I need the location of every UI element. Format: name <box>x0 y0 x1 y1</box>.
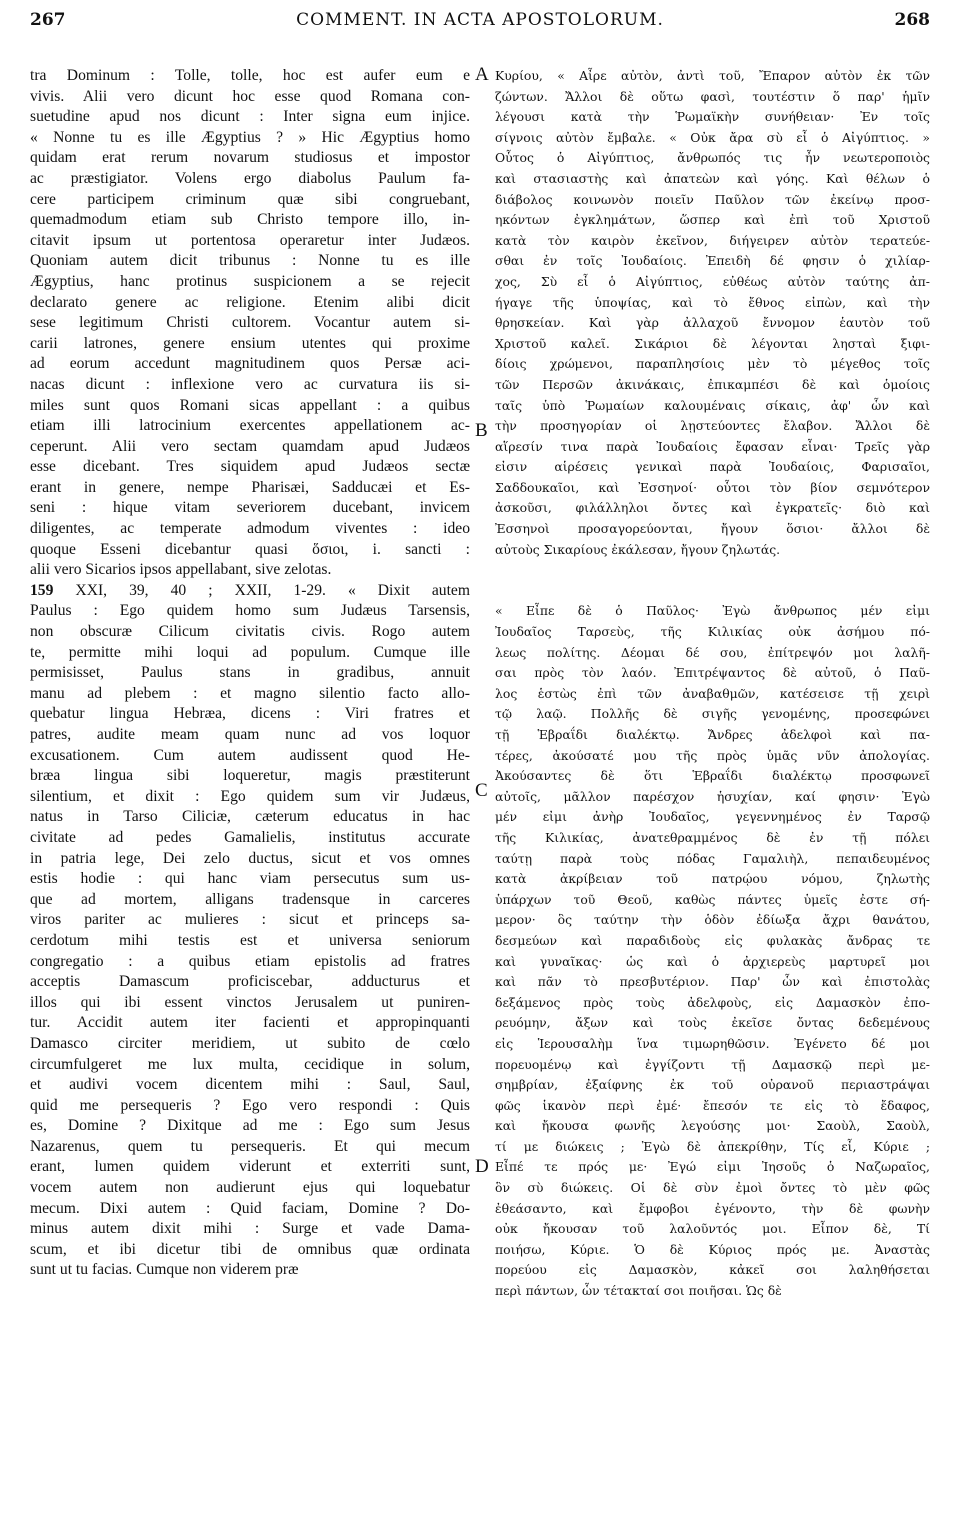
text-line: et audivi vocem dicentem mihi : Saul, Saul, <box>30 1076 470 1094</box>
text-line: es, Domine ? Dixitque ad me : Ego sum Jesus <box>30 1117 470 1135</box>
text-line: κατὰ ἀκρίβειαν τοῦ πατρῴου νόμου, ζηλωτὴς <box>495 871 930 887</box>
text-line: nacas dicunt : inflexione vero ac curvatura iis si- <box>30 375 470 393</box>
text-line: Κυρίου, « Αἶρε αὐτὸν, ἀντὶ τοῦ, Ἔπαρον αὐτὸν ἐκ τῶν <box>495 68 930 83</box>
text-line: τί με διώκεις ; Ἐγὼ δὲ ἀπεκρίθην, Τίς εἶ, Κύριε ; <box>495 1138 930 1154</box>
text-line: te, permitte mihi loqui ad populum. Cumque ille <box>30 643 470 661</box>
text-line: permisisset, Paulus stans in gradibus, annuit <box>30 664 470 682</box>
text-line: ἐθεάσαντο, καὶ ἔμφοβοι ἐγένοντο, τὴν δὲ φωνὴν <box>495 1200 930 1216</box>
text-line: τῶν Περσῶν ἀκινάκαις, ἐπικαμπέσι δὲ καὶ ὁμοίοις <box>495 376 930 392</box>
text-line: ρευόμην, ἄξων καὶ τοὺς ἐκεῖσε ὄντας δεδεμένους <box>495 1015 930 1031</box>
text-line: Damasco circiter meridiem, ut subito de cœlo <box>30 1034 470 1052</box>
text-line: ac præstigiator. Volens ergo diabolus Paulum fa- <box>30 169 470 187</box>
text-line: erant, lumen quidem viderunt et exterriti sunt, <box>30 1158 470 1176</box>
text-line: μερον· ὃς ταύτην τὴν ὁδὸν ἐδίωξα ἄχρι θανάτου, <box>495 912 930 928</box>
margin-marker-c: C <box>475 780 488 801</box>
text-line: illos qui ibi essent vinctos Jerusalem ut puniren- <box>30 993 470 1011</box>
page-header <box>30 10 930 40</box>
text-line: θρησκείαν. Καὶ γὰρ ἀλλαχοῦ ἔννομον ἑαυτὸν τοῦ <box>495 315 930 331</box>
text-line: diligentes, ac temperate admodum viventes : ideo <box>30 520 470 538</box>
text-line: πορεύου εἰς Δαμασκὸν, κἀκεῖ σοι λαληθήσεται <box>495 1262 930 1278</box>
text-line: Ἀκούσαντες δὲ ὅτι Ἑβραΐδι διαλέκτῳ προσφωνεῖ <box>495 768 930 784</box>
running-title: COMMENT. IN ACTA APOSTOLORUM. <box>296 10 664 30</box>
text-line: tra Dominum : Tolle, tolle, hoc est aufer eum e <box>30 67 470 84</box>
text-line: cere participem criminum quæ sibi congruebant, <box>30 190 470 208</box>
text-line: σημβρίαν, ἐξαίφνης ἐκ τοῦ οὐρανοῦ περιαστράψαι <box>495 1077 930 1093</box>
text-line: Paulus : Ego quidem homo sum Judæus Tarsensis, <box>30 602 470 620</box>
text-line: τέρες, ἀκούσατέ μου τῆς πρὸς ὑμᾶς νῦν ἀπολογίας. <box>495 747 930 763</box>
text-line: natus in Tarso Ciliciæ, cæterum educatus in hac <box>30 808 470 826</box>
text-line: seni : hique vitam severiorem ducebant, invicem <box>30 499 470 517</box>
text-line: δεξάμενος πρὸς τοὺς ἀδελφοὺς, εἰς Δαμασκὸν ἐπο- <box>495 994 930 1010</box>
greek-column <box>495 66 930 1302</box>
text-line: quidam erat rerum novarum studiosus et impostor <box>30 149 470 167</box>
text-line: tur. Accidit autem iter facienti et appropinquanti <box>30 1014 470 1032</box>
text-line: ήγαγε τῆς ὑποψίας, καὶ τὸ ἔθνος εἰπὼν, καὶ τὴν <box>495 294 930 310</box>
text-line: acceptis Damascum proficiscebar, adducturus et <box>30 973 470 991</box>
text-line: δίοις χρώμενοι, παραπλησίοις μὲν τὸ μέγεθος τοῖς <box>495 356 930 372</box>
text-line: sunt ut tu facias. Cumque non viderem præ <box>30 1261 299 1279</box>
text-line: καὶ γυναῖκας· ὡς καὶ ὁ ἀρχιερεὺς μαρτυρεῖ μοι <box>495 953 930 969</box>
text-line: κατὰ τὸν καιρὸν ἐκεῖνον, διήγειρεν αὐτὸν τερατεύε- <box>495 232 930 248</box>
text-line: quoque Esseni dicebantur quasi ὅσιοι, i. sancti : <box>30 540 470 558</box>
text-line: Nazarenus, quem tu persequeris. Et qui mecum <box>30 1137 470 1155</box>
section-heading-line <box>30 581 470 602</box>
text-line: σαι πρὸς τὸν λαόν. Ἐπιτρέψαντος δὲ αὐτοῦ, ὁ Παῦ- <box>495 665 930 681</box>
page-number-left: 267 <box>30 10 66 30</box>
text-line: ηκόντων ἐγκλημάτων, ὥσπερ καὶ ἐπὶ τοῦ Χριστοῦ <box>495 212 930 228</box>
text-line: τῷ λαῷ. Πολλῆς δὲ σιγῆς γενομένης, προσεφώνει <box>495 706 930 722</box>
text-line: λεως πολίτης. Δέομαι δέ σου, ἐπίτρεψόν μοι λαλῆ- <box>495 644 930 660</box>
text-line: minus autem dixit mihi : Surge et vade Dama- <box>30 1220 470 1238</box>
text-line: erant in genere, nempe Pharisæi, Sadducæi et Es- <box>30 478 470 496</box>
text-line: σθαι ἐν τοῖς Ἰουδαίοις. Ἐπειδὴ δέ φησιν ὁ χιλίαρ- <box>495 253 930 269</box>
text-line: οὐκ ἤκουσαν τοῦ λαλοῦντός μοι. Εἶπον δὲ, Τί <box>495 1221 930 1237</box>
text-line: etiam illi latrocinium exercentes appellationem ac- <box>30 417 470 435</box>
text-line: suetudine apud nos dicunt : Inter signa eum injice. <box>30 108 470 126</box>
text-line: in patria lege, Dei zelo ductus, sicut et vos omnes <box>30 849 470 867</box>
text-line: bræa lingua sibi loqueretur, magis præstiterunt <box>30 767 470 785</box>
text-line: quebatur lingua Hebræa, dicens : Viri fratres et <box>30 705 470 723</box>
text-line: estis hodie : qui hanc viam persecutus sum us- <box>30 870 470 888</box>
text-line: σίγνοις αὐτὸν ἔμβαλε. « Οὐκ ἄρα σὺ εἶ ὁ Αἰγύπτιος. » <box>495 129 930 145</box>
text-line: δεσμεύων καὶ παραδιδοὺς εἰς φυλακὰς ἄνδρας τε <box>495 932 930 948</box>
text-line: χος, Σὺ εἶ ὁ Αἰγύπτιος, εὐθέως αὐτὸν ταύτης ἀπ- <box>495 273 930 289</box>
text-line: circumfulgeret me lux multa, cecidique in solum, <box>30 1055 470 1073</box>
text-line: Χριστοῦ καλεῖ. Σικάριοι δὲ λέγονται λησταὶ ξιφι- <box>495 335 930 351</box>
text-line: citavit ipsum ut portentosa operaretur inter Judæos. <box>30 231 470 249</box>
text-line: Ἐσσηνοὶ προσαγορεύονται, ἤγουν ὅσιοι· ἄλλοι δὲ <box>495 521 930 537</box>
text-line: scum, et ibi dicetur tibi de omnibus quæ ordinata <box>30 1240 470 1258</box>
text-line: αὐτοῖς, μᾶλλον παρέσχον ἡσυχίαν, καί φησιν· Ἐγὼ <box>495 788 930 804</box>
text-line: « Εἶπε δὲ ὁ Παῦλος· Ἐγὼ ἄνθρωπος μέν εἰμι <box>495 603 930 619</box>
text-line: alii vero Sicarios ipsos appellabant, sive zelotas. <box>30 561 332 579</box>
text-line: excusationem. Cum autem audissent quod He- <box>30 746 470 764</box>
text-line: φῶς ἱκανὸν περὶ ἐμέ· ἔπεσόν τε εἰς τὸ ἔδαφος, <box>495 1097 930 1113</box>
text-line: εἰς Ἱερουσαλὴμ ἵνα τιμωρηθῶσιν. Ἐγένετο δέ μοι <box>495 1035 930 1051</box>
text-line: quid me persequeris ? Ego vero respondi : Quis <box>30 1096 470 1114</box>
text-line: viros pariter ac mulieres : sicut et princeps sa- <box>30 911 470 929</box>
text-line: Ἰουδαῖος Ταρσεὺς, τῆς Κιλικίας οὐκ ἀσήμου πό- <box>495 624 930 640</box>
text-line: εἰσιν αἱρέσεις γενικαὶ παρὰ Ἰουδαίοις, Φαρισαῖοι, <box>495 459 930 475</box>
text-line: ποιήσω, Κύριε. Ὁ δὲ Κύριος πρός με. Ἀναστὰς <box>495 1241 930 1257</box>
text-line: vocem autem non audierunt ejus qui loquebatur <box>30 1179 470 1197</box>
text-line: Quoniam autem dicit tribunus : Nonne tu es ille <box>30 252 470 270</box>
text-line: πορευομένῳ καὶ ἐγγίζοντι τῇ Δαμασκῷ περὶ με- <box>495 1056 930 1072</box>
text-line: Οὗτος ὁ Αἰγύπτιος, ἄνθρωπός τις ἦν νεωτεροποιὸς <box>495 150 930 166</box>
text-line: Ægyptius, hanc protinus suspicionem a se rejecit <box>30 272 470 290</box>
text-line: cerdotum mihi testis est et universa seniorum <box>30 931 470 949</box>
text-line: Εἶπέ τε πρός με· Ἐγώ εἰμι Ἰησοῦς ὁ Ναζωραῖος, <box>495 1159 930 1175</box>
text-line: vivis. Alii vero dicunt hoc esse quod Romana con- <box>30 87 470 105</box>
text-line: τὴν προσηγορίαν οἱ λῃστεύοντες ἔλαβον. Ἄλλοι δὲ <box>495 418 930 434</box>
text-line: que ad mortem, alligans tradensque in carceres <box>30 890 470 908</box>
text-line: ὑπάρχων τοῦ Θεοῦ, καθὼς πάντες ὑμεῖς ἐστε σή- <box>495 891 930 907</box>
text-line: ἀσκοῦσι, φιλάλληλοι ὄντες καὶ ἐγκρατεῖς· διὸ καὶ <box>495 500 930 516</box>
text-line: λέγουσι κατὰ τὴν Ῥωμαϊκὴν συνήθειαν· Ἐν τοῖς <box>495 109 930 125</box>
paragraph-gap <box>495 560 930 581</box>
text-line: ceperunt. Alii vero sectam quamdam apud Judæos <box>30 437 470 455</box>
text-line: ταύτῃ παρὰ τοὺς πόδας Γαμαλιὴλ, πεπαιδευμένος <box>495 850 930 866</box>
text-line: ζώντων. Ἄλλοι δὲ οὕτω φασὶ, τουτέστιν ὅ παρ' ἡμῖν <box>495 88 930 104</box>
text-line: mecum. Dixi autem : Quid faciam, Domine ? Do- <box>30 1199 470 1217</box>
text-line: καὶ ἤκουσα φωνῆς λεγούσης μοι· Σαοὺλ, Σαοὺλ, <box>495 1118 930 1134</box>
text-line: ὃν σὺ διώκεις. Οἱ δὲ σὺν ἐμοὶ ὄντες τὸ μὲν φῶς <box>495 1180 930 1196</box>
text-line: αἵρεσίν τινα παρὰ Ἰουδαίοις ἔφασαν εἶναι· Τρεῖς γὰρ <box>495 438 930 454</box>
margin-marker-a: A <box>475 64 489 85</box>
text-line: « Nonne tu es ille Ægyptius ? » Hic Ægyptius homo <box>30 128 470 146</box>
text-line: carii latrones, genere ensium utentes qui proxime <box>30 334 470 352</box>
text-line: Σαδδουκαῖοι, καὶ Ἐσσηνοί· οὗτοι τὸν βίον σεμνότερον <box>495 479 930 495</box>
text-line: ad eorum accedunt magnitudinem quos Persæ aci- <box>30 355 470 373</box>
text-line: miles sunt quos Romani sicas appellant : a quibus <box>30 396 470 414</box>
text-line: λος ἑστὼς ἐπὶ τῶν ἀναβαθμῶν, κατέσεισε τῇ χειρὶ <box>495 685 930 701</box>
text-line: declarato genere ac religione. Etenim alibi dicit <box>30 293 470 311</box>
text-line: congregatio : a quibus etiam epistolis ad fratres <box>30 952 470 970</box>
text-line: τῆς Κιλικίας, ἀνατεθραμμένος δὲ ἐν τῇ πόλει <box>495 829 930 845</box>
text-line: διάβολος κοινωνὸν ποιεῖν Παῦλον τῶν ἐκείνῳ προσ- <box>495 191 930 207</box>
section-number: 159 <box>30 581 54 599</box>
text-line: sese legitimum Christi cultorem. Vocantur autem si- <box>30 314 470 332</box>
page-number-right: 268 <box>894 10 930 30</box>
text-line: silentium, et dixit : Ego quidem sum vir Judæus, <box>30 787 470 805</box>
paragraph-gap <box>495 581 930 602</box>
text-line: καὶ στασιαστὴς καὶ ἀπατεὼν καὶ γόης. Καὶ θέλων ὁ <box>495 170 930 186</box>
text-line: esse dicebant. Tres siquidem apud Judæos sectæ <box>30 458 470 476</box>
text-line: περὶ πάντων, ὧν τέτακταί σοι ποιῆσαι. Ὡς δὲ <box>495 1283 782 1299</box>
text-line: καὶ πᾶν τὸ πρεσβυτέριον. Παρ' ὧν καὶ ἐπιστολὰς <box>495 974 930 990</box>
latin-column <box>30 66 470 1281</box>
section-first-line: XXI, 39, 40 ; XXII, 1-29. « Dixit autem <box>53 581 470 599</box>
text-line: ταῖς ὑπὸ Ῥωμαίων καλουμέναις σίκαις, ἀφ' ὧν καὶ <box>495 397 930 413</box>
text-line: quemadmodum etiam sub Christo tempore illo, in- <box>30 211 470 229</box>
text-line: τῇ Ἑβραΐδι διαλέκτῳ. Ἄνδρες ἀδελφοὶ καὶ πα- <box>495 727 930 742</box>
text-line: manu ad plebem : et magno silentio facto allo- <box>30 684 470 702</box>
text-line: patres, audite meam quam nunc ad vos loquor <box>30 726 470 743</box>
text-line: μέν εἰμι ἀνὴρ Ἰουδαῖος, γεγεννημένος ἐν Ταρσῷ <box>495 809 930 825</box>
margin-marker-b: B <box>475 420 488 441</box>
text-line: civitate ad pedes Gamalielis, institutus accurate <box>30 828 470 846</box>
text-line: αὐτοὺς Σικαρίους ἐκάλεσαν, ἤγουν ζηλωτάς. <box>495 541 781 557</box>
text-line: non obscuræ Cilicum civitatis civis. Rogo autem <box>30 623 470 641</box>
margin-marker-d: D <box>475 1156 489 1177</box>
